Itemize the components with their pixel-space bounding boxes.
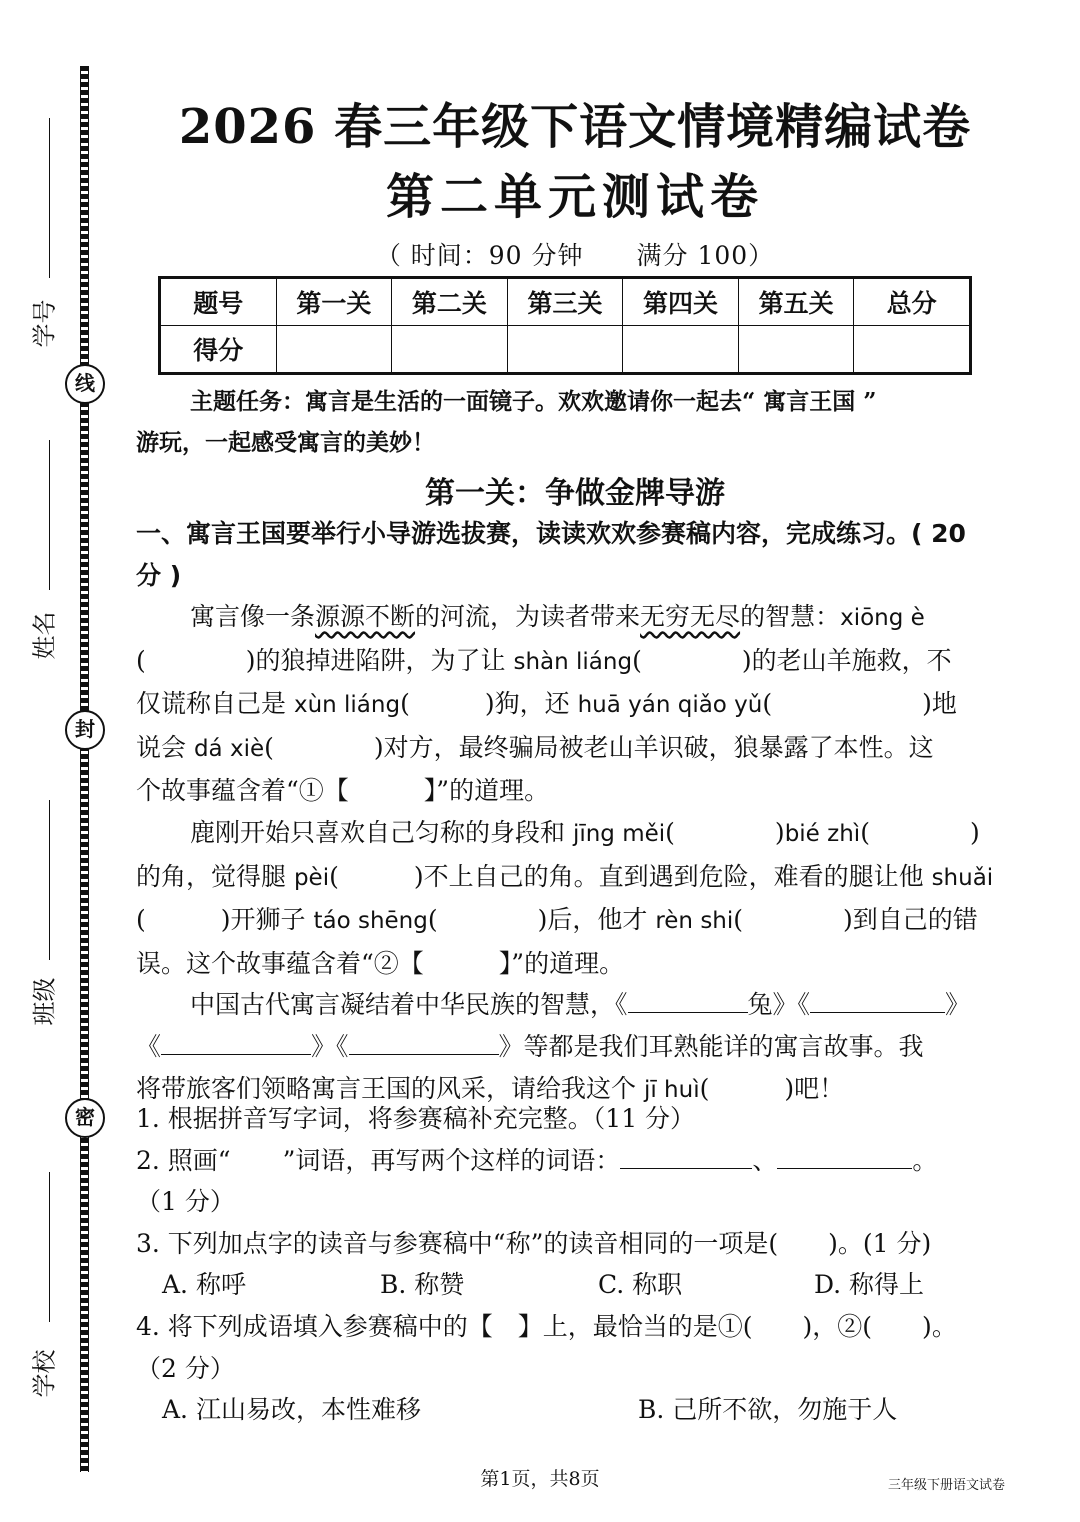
passage-text: 》等都是我们耳熟能详的寓言故事。我 xyxy=(498,1031,924,1061)
question-1-4: 4. 将下列成语填入参赛稿中的【 】上，最恰当的是①( )，②( )。 xyxy=(136,1311,957,1341)
answer-blank[interactable] xyxy=(620,1142,752,1169)
score-header-cell: 第一关 xyxy=(276,278,392,326)
passage-text: 说会 xyxy=(136,732,194,762)
question-text: 、 xyxy=(752,1145,778,1175)
passage-text: 的智慧： xyxy=(740,602,841,631)
passage-text: ( )狗，还 xyxy=(400,689,578,719)
exam-full-score: 满分 100） xyxy=(636,241,775,270)
score-cell[interactable] xyxy=(738,326,854,374)
score-cell[interactable] xyxy=(507,326,623,374)
pinyin: táo shēng xyxy=(313,908,428,935)
score-table-row xyxy=(160,326,971,374)
question-1-2 xyxy=(136,1140,1006,1182)
fable-blank[interactable] xyxy=(810,986,945,1013)
passage-text: 兔》《 xyxy=(747,990,811,1020)
score-header-cell: 总分 xyxy=(854,278,971,326)
option[interactable]: A. 江山易改，本性难移 xyxy=(162,1395,421,1425)
student-id-line xyxy=(49,118,50,278)
binding-dotted-line xyxy=(80,66,89,1472)
pinyin: xùn liáng xyxy=(293,692,401,719)
name-line xyxy=(49,440,50,590)
passage-text: 误。这个故事蕴含着“②【 】”的道理。 xyxy=(136,948,625,978)
footer-title: 三年级下册语文试卷 xyxy=(888,1478,1006,1493)
pinyin: jī huì xyxy=(643,1076,700,1103)
option[interactable]: A. 称呼 xyxy=(162,1270,246,1300)
passage-text: ( )后，他才 xyxy=(427,905,656,935)
question-score: （2 分） xyxy=(136,1353,235,1383)
passage-text: ( )地 xyxy=(762,689,957,719)
passage-text: ( )的狼掉进陷阱，为了让 xyxy=(136,645,514,675)
question-1-4-options xyxy=(136,1389,1006,1431)
passage-text: 将带旅客们领略寓言王国的风采，请给我这个 xyxy=(136,1073,644,1103)
section-title: 第一关：争做金牌导游 xyxy=(425,476,725,511)
exam-time: （ 时间：90 分钟 xyxy=(375,241,584,270)
passage-text: ( )吧！ xyxy=(699,1073,845,1103)
school-line xyxy=(49,1172,50,1322)
pinyin: bié zhì xyxy=(784,820,861,847)
passage-text: 的角，觉得腿 xyxy=(136,861,294,891)
passage-text: 》《 xyxy=(311,1031,349,1061)
page-subtitle: 第二单元测试卷 xyxy=(385,169,764,225)
question-score: （1 分） xyxy=(136,1187,235,1217)
class-line xyxy=(49,800,50,960)
fable-blank[interactable] xyxy=(161,1028,311,1055)
passage-text: 中国古代寓言凝结着中华民族的智慧，《 xyxy=(190,990,628,1020)
question-1-heading xyxy=(136,513,1006,597)
pinyin: rèn shi xyxy=(655,908,734,935)
task-line: 主题任务：寓言是生活的一面镜子。欢欢邀请你一起去“ 寓言王国 ” xyxy=(190,388,877,415)
score-cell[interactable] xyxy=(854,326,971,374)
score-table-header-row xyxy=(160,278,971,326)
sub-questions xyxy=(136,1098,1006,1431)
score-row-label: 得分 xyxy=(160,326,277,374)
passage xyxy=(136,596,1006,1111)
wavy-word: 源源不断 xyxy=(315,602,416,631)
pinyin: xiōng è xyxy=(840,605,925,631)
pinyin: pèi xyxy=(293,864,330,891)
question-1-3-options xyxy=(136,1264,1006,1306)
option[interactable]: D. 称得上 xyxy=(814,1270,925,1300)
score-table xyxy=(158,276,972,375)
passage-text: 鹿刚开始只喜欢自己匀称的身段和 xyxy=(190,817,573,847)
seal-line: 线 xyxy=(65,364,105,404)
seal-mi: 密 xyxy=(65,1098,105,1138)
seal-feng: 封 xyxy=(65,710,105,750)
passage-text: 《 xyxy=(136,1031,162,1061)
page-number: 第1页，共8页 xyxy=(480,1468,600,1490)
passage-text: ( )开狮子 xyxy=(136,905,314,935)
answer-blank[interactable] xyxy=(777,1142,912,1169)
wavy-word: 无穷无尽 xyxy=(640,602,741,631)
pinyin: dá xiè xyxy=(193,735,265,762)
question-text: ”词语，再写两个这样的词语： xyxy=(282,1145,621,1175)
question-1-1: 1. 根据拼音写字词，将参赛稿补充完整。（11 分） xyxy=(136,1104,696,1133)
passage-text: ( )对方，最终骗局被老山羊识破，狼暴露了本性。这 xyxy=(264,732,934,762)
passage-text: 仅谎称自己是 xyxy=(136,689,294,719)
pinyin: jīng měi xyxy=(572,820,666,847)
passage-text: ( )不上自己的角。直到遇到危险，难看的腿让他 xyxy=(329,861,932,891)
score-header-cell: 第二关 xyxy=(392,278,508,326)
theme-task xyxy=(136,381,1006,463)
passage-text: ( ) xyxy=(860,817,980,847)
name-label: 姓名 xyxy=(30,611,59,660)
question-1-line: 分 ) xyxy=(136,561,182,590)
task-line: 游玩，一起感受寓言的美妙！ xyxy=(136,429,435,456)
score-header-cell: 第五关 xyxy=(738,278,854,326)
wavy-example-blank xyxy=(231,1143,283,1169)
question-text: 2. 照画“ xyxy=(136,1145,231,1175)
score-cell[interactable] xyxy=(276,326,392,374)
pinyin: shàn liáng xyxy=(513,648,633,675)
option[interactable]: B. 称赞 xyxy=(380,1270,465,1300)
score-header-cell: 题号 xyxy=(160,278,277,326)
page-title: 2026 春三年级下语文情境精编试卷 xyxy=(178,99,972,155)
option[interactable]: B. 己所不欲，勿施于人 xyxy=(638,1395,898,1425)
question-text: 。 xyxy=(912,1145,938,1175)
fable-blank[interactable] xyxy=(628,986,748,1013)
question-1-3: 3. 下列加点字的读音与参赛稿中“称”的读音相同的一项是( )。(1 分) xyxy=(136,1228,932,1258)
score-header-cell: 第三关 xyxy=(507,278,623,326)
passage-text: ( ) xyxy=(665,817,785,847)
passage-text: 的河流，为读者带来 xyxy=(415,602,641,631)
passage-text: ( )的老山羊施救，不 xyxy=(632,645,952,675)
option[interactable]: C. 称职 xyxy=(598,1270,683,1300)
pinyin: huā yán qiǎo yǔ xyxy=(577,692,763,719)
student-id-label: 学号 xyxy=(30,299,59,348)
exam-info xyxy=(140,236,1010,272)
school-label: 学校 xyxy=(30,1349,59,1398)
question-1-line: 一、寓言王国要举行小导游选拔赛，读读欢欢参赛稿内容，完成练习。( 20 xyxy=(136,519,966,548)
class-label: 班级 xyxy=(30,977,59,1026)
fable-blank[interactable] xyxy=(349,1028,499,1055)
passage-text: 》 xyxy=(945,990,971,1020)
passage-text: 个故事蕴含着“①【 】”的道理。 xyxy=(136,776,550,806)
pinyin: shuǎi xyxy=(931,864,994,891)
passage-text: 寓言像一条 xyxy=(190,602,316,631)
passage-text: ( )到自己的错 xyxy=(733,905,978,935)
score-header-cell: 第四关 xyxy=(623,278,739,326)
score-cell[interactable] xyxy=(392,326,508,374)
score-cell[interactable] xyxy=(623,326,739,374)
